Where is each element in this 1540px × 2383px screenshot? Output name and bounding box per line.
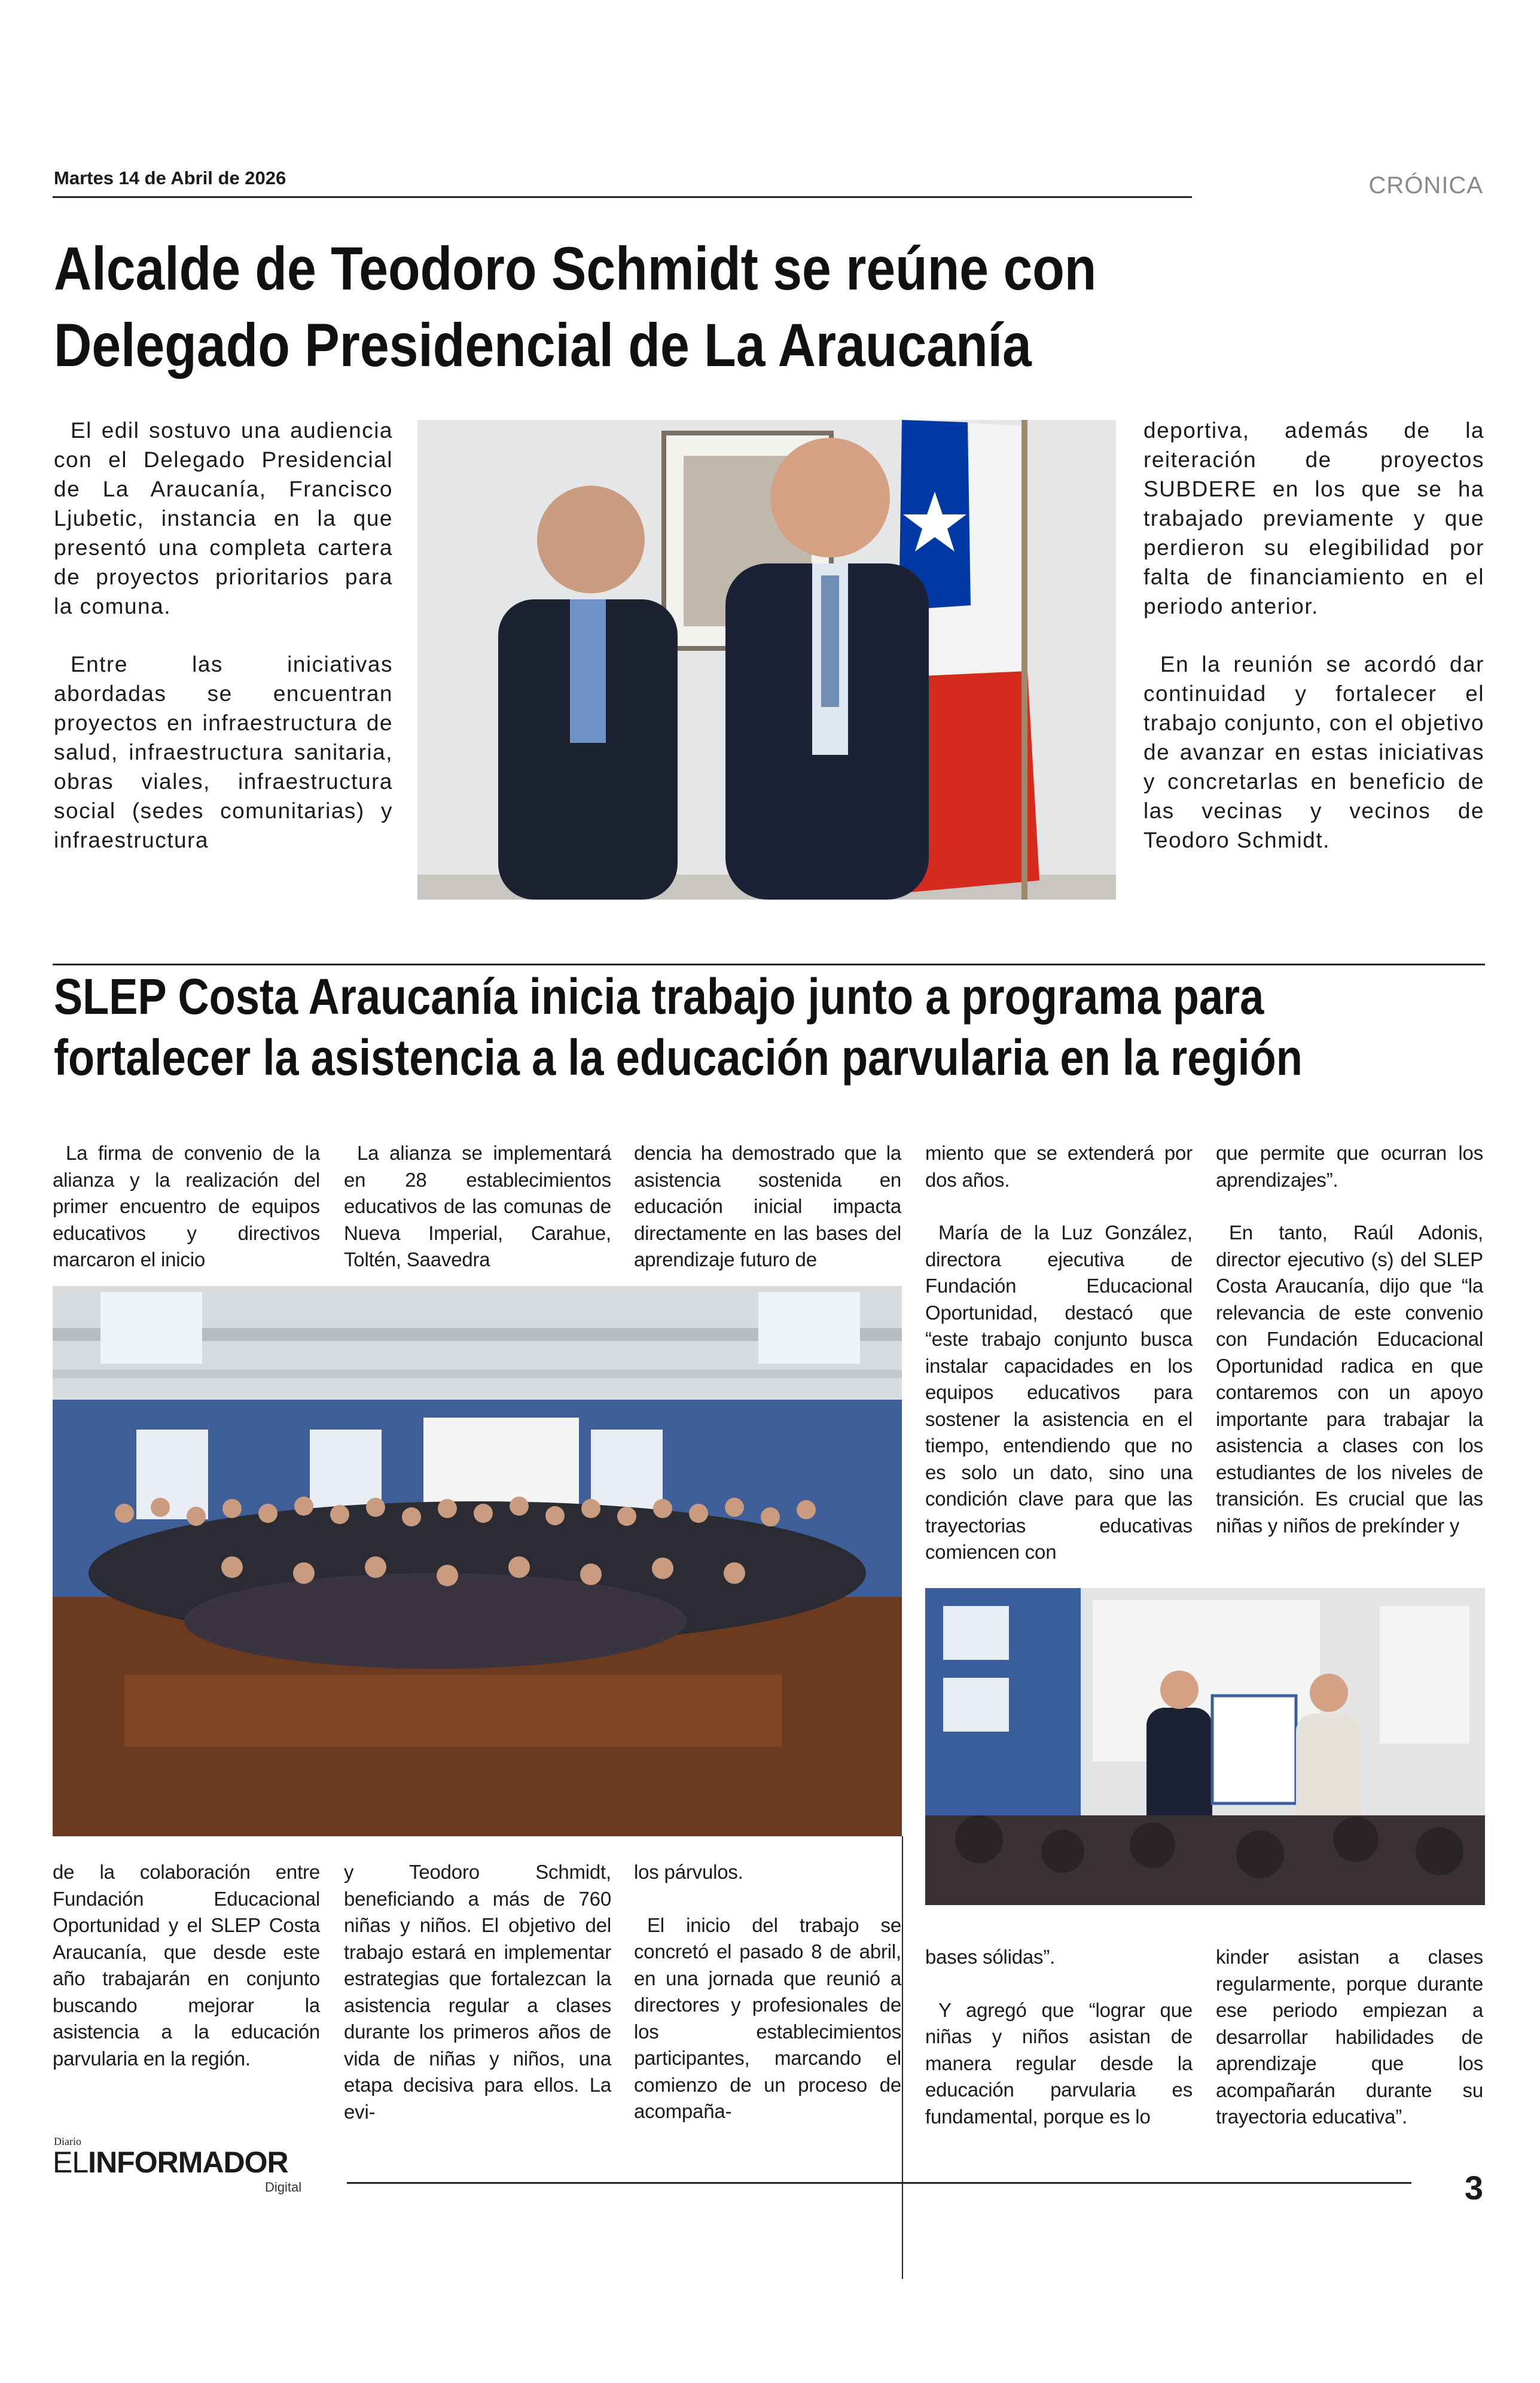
article2-paragraph: La alianza se implementará en 28 establecimientos educativos de las comunas de Nueva Imperial, Carahue, Toltén, Saavedra <box>344 1142 611 1270</box>
article2-paragraph: que permite que ocurran los aprendizajes”. <box>1216 1142 1483 1191</box>
section-label: CRÓNICA <box>1368 172 1483 199</box>
group-photo <box>53 1286 902 1836</box>
man-head <box>1160 1671 1199 1709</box>
face <box>258 1504 277 1523</box>
face <box>187 1507 206 1526</box>
article-divider <box>53 964 1485 965</box>
face <box>689 1504 708 1523</box>
convenio-document <box>1212 1696 1296 1803</box>
face <box>402 1507 421 1526</box>
logo-informador-text: INFORMADOR <box>88 2146 288 2179</box>
window <box>100 1292 202 1364</box>
face <box>115 1504 134 1523</box>
meeting-photo-illustration <box>417 420 1116 900</box>
woman-head <box>1310 1674 1348 1712</box>
person-right-head <box>770 438 890 557</box>
article1-paragraph: El edil sostuvo una audiencia con el Delegado Presidencial de La Araucanía, Francisco Ljubetic, instancia en la que presentó una completa cartera de proyectos prioritarios para la comuna. <box>54 418 393 618</box>
article2-col4 <box>925 1140 1193 1592</box>
logo-wordmark <box>53 2145 288 2180</box>
banner <box>136 1430 208 1519</box>
face <box>474 1504 493 1523</box>
article1-left-column <box>54 416 393 883</box>
face <box>797 1500 816 1519</box>
article2-col1-top <box>53 1140 320 1300</box>
article1-headline <box>54 230 1096 383</box>
face <box>438 1499 457 1518</box>
person-left-shirt <box>570 599 606 743</box>
face <box>724 1562 745 1584</box>
window <box>1380 1606 1469 1744</box>
floor-shine <box>124 1675 782 1747</box>
article2-col4-bottom <box>925 1944 1193 2156</box>
article2-col2-bottom <box>344 1859 611 2152</box>
article2-col5 <box>1216 1140 1483 1565</box>
head <box>1416 1827 1463 1875</box>
logo-digital-text: Digital <box>265 2180 302 2195</box>
face <box>617 1507 636 1526</box>
face <box>293 1562 315 1584</box>
flag-pole <box>1021 420 1027 900</box>
face <box>294 1497 313 1516</box>
audience <box>925 1815 1485 1905</box>
face <box>221 1556 243 1578</box>
face <box>581 1499 600 1518</box>
article2-paragraph: de la colaboración entre Fundación Educacional Oportunidad y el SLEP Costa Araucanía, que desde este año trabajarán en conjunto buscando mejorar la asistencia a la educación parvularia en la región. <box>53 1861 320 2070</box>
article2-paragraph: La firma de convenio de la alianza y la realización del primer encuentro de equipos educativos y directivos marcaron el inicio <box>53 1142 320 1270</box>
article2-paragraph: miento que se extenderá por dos años. <box>925 1142 1193 1191</box>
face <box>653 1499 672 1518</box>
article1-headline-line1: Alcalde de Teodoro Schmidt se reúne con <box>54 234 1097 303</box>
article2-paragraph: El inicio del trabajo se concretó el pasado 8 de abril, en una jornada que reunió a directores y profesionales de los establecimientos participantes, marcando el comienzo de un proceso de acompaña- <box>634 1913 901 2122</box>
footer-rule <box>347 2182 1411 2184</box>
issue-date: Martes 14 de Abril de 2026 <box>54 167 286 188</box>
article2-headline-line1: SLEP Costa Araucanía inicia trabajo junto a programa para <box>54 968 1264 1025</box>
article1-photo <box>417 420 1116 900</box>
article1-headline-line2: Delegado Presidencial de La Araucanía <box>54 311 1032 379</box>
article1-paragraph: En la reunión se acordó dar continuidad y fortalecer el trabajo conjunto, con el objetivo de avanzar en estas iniciativas y concretarlas en beneficio de las vecinas y vecinos de Teodoro Schmidt. <box>1143 652 1484 852</box>
head <box>1236 1830 1284 1878</box>
person-left-head <box>537 486 645 593</box>
article2-paragraph: Y agregó que “lograr que niñas y niños asistan de manera regular desde la educación parvularia es fundamental, porque es lo <box>925 1998 1193 2128</box>
face <box>725 1498 744 1517</box>
window <box>758 1292 860 1364</box>
face <box>151 1498 170 1517</box>
face <box>545 1506 565 1525</box>
page-number: 3 <box>1464 2169 1483 2207</box>
beam <box>53 1370 902 1378</box>
article2-col1-bottom <box>53 1859 320 2098</box>
article2-paragraph: bases sólidas”. <box>925 1946 1056 1968</box>
face <box>761 1507 780 1526</box>
article2-paragraph: kinder asistan a clases regularmente, porque durante ese periodo empiezan a desarrollar habilidades de aprendizaje que los acompañarán durante su trayectoria educativa”. <box>1216 1946 1483 2128</box>
banner <box>943 1606 1009 1660</box>
column-rule <box>902 1836 903 2279</box>
article2-paragraph: y Teodoro Schmidt, beneficiando a más de 760 niñas y niños. El objetivo del trabajo estará en implementar estrategias que fortalezcan la asistencia regular a clases durante los primeros años de vida de niñas y niños, una etapa decisiva para ellos. La evi- <box>344 1861 611 2123</box>
logo-diario-text: Diario <box>54 2135 81 2147</box>
face <box>652 1558 673 1579</box>
banner <box>943 1678 1009 1732</box>
article2-paragraph: María de la Luz González, directora ejecutiva de Fundación Educacional Oportunidad, destacó que “este trabajo conjunto busca instalar capacidades en los equipos educativos para sostener la asistencia en el tiempo, entendiendo que no es solo un dato, sino una condición clave para que las trayectorias educativas comiencen con <box>925 1221 1193 1563</box>
crowd-front <box>184 1573 687 1669</box>
article2-paragraph: En tanto, Raúl Adonis, director ejecutivo (s) del SLEP Costa Araucanía, dijo que “la relevancia de este convenio con Fundación Educacional Oportunidad radica en que contaremos con un apoyo importante para trabajar la asistencia a clases con los estudiantes de los niveles de transición. Es crucial que las niñas y niños de prekínder y <box>1216 1221 1483 1537</box>
article2-paragraph: los párvulos. <box>634 1861 743 1883</box>
face <box>580 1564 602 1585</box>
article1-right-column <box>1143 416 1484 883</box>
face <box>510 1497 529 1516</box>
article2-col3-top <box>634 1140 901 1300</box>
face <box>365 1556 386 1578</box>
face <box>330 1505 349 1524</box>
article2-paragraph: dencia ha demostrado que la asistencia sostenida en educación inicial impacta directamente en las bases del aprendizaje futuro de <box>634 1142 901 1270</box>
article2-col3-bottom <box>634 1859 901 2152</box>
publication-logo <box>53 2135 328 2201</box>
article2-headline <box>54 966 1303 1088</box>
head <box>955 1815 1003 1863</box>
article2-headline-line2: fortalecer la asistencia a la educación parvularia en la región <box>54 1029 1303 1086</box>
header-rule <box>53 196 1192 198</box>
person-right-tie <box>821 575 839 707</box>
article1-paragraph: deportiva, además de la reiteración de proyectos SUBDERE en los que se ha trabajado previamente y que perdieron su elegibilidad por falta de financiamiento en el periodo anterior. <box>1143 418 1484 618</box>
signing-photo <box>925 1588 1485 1905</box>
face <box>437 1565 458 1586</box>
logo-el-text: EL <box>53 2146 89 2179</box>
article2-col5-bottom <box>1216 1944 1483 2157</box>
head <box>1041 1830 1084 1873</box>
face <box>222 1499 242 1518</box>
group-photo-illustration <box>53 1286 902 1836</box>
article2-col2-top <box>344 1140 611 1300</box>
face <box>366 1498 385 1517</box>
head <box>1333 1817 1379 1862</box>
article1-paragraph: Entre las iniciativas abordadas se encuentran proyectos en infraestructura de salud, infraestructura sanitaria, obras viales, infraestructura social (sedes comunitarias) y infraestructura <box>54 652 393 852</box>
signing-photo-illustration <box>925 1588 1485 1905</box>
head <box>1130 1823 1175 1868</box>
face <box>508 1556 530 1578</box>
